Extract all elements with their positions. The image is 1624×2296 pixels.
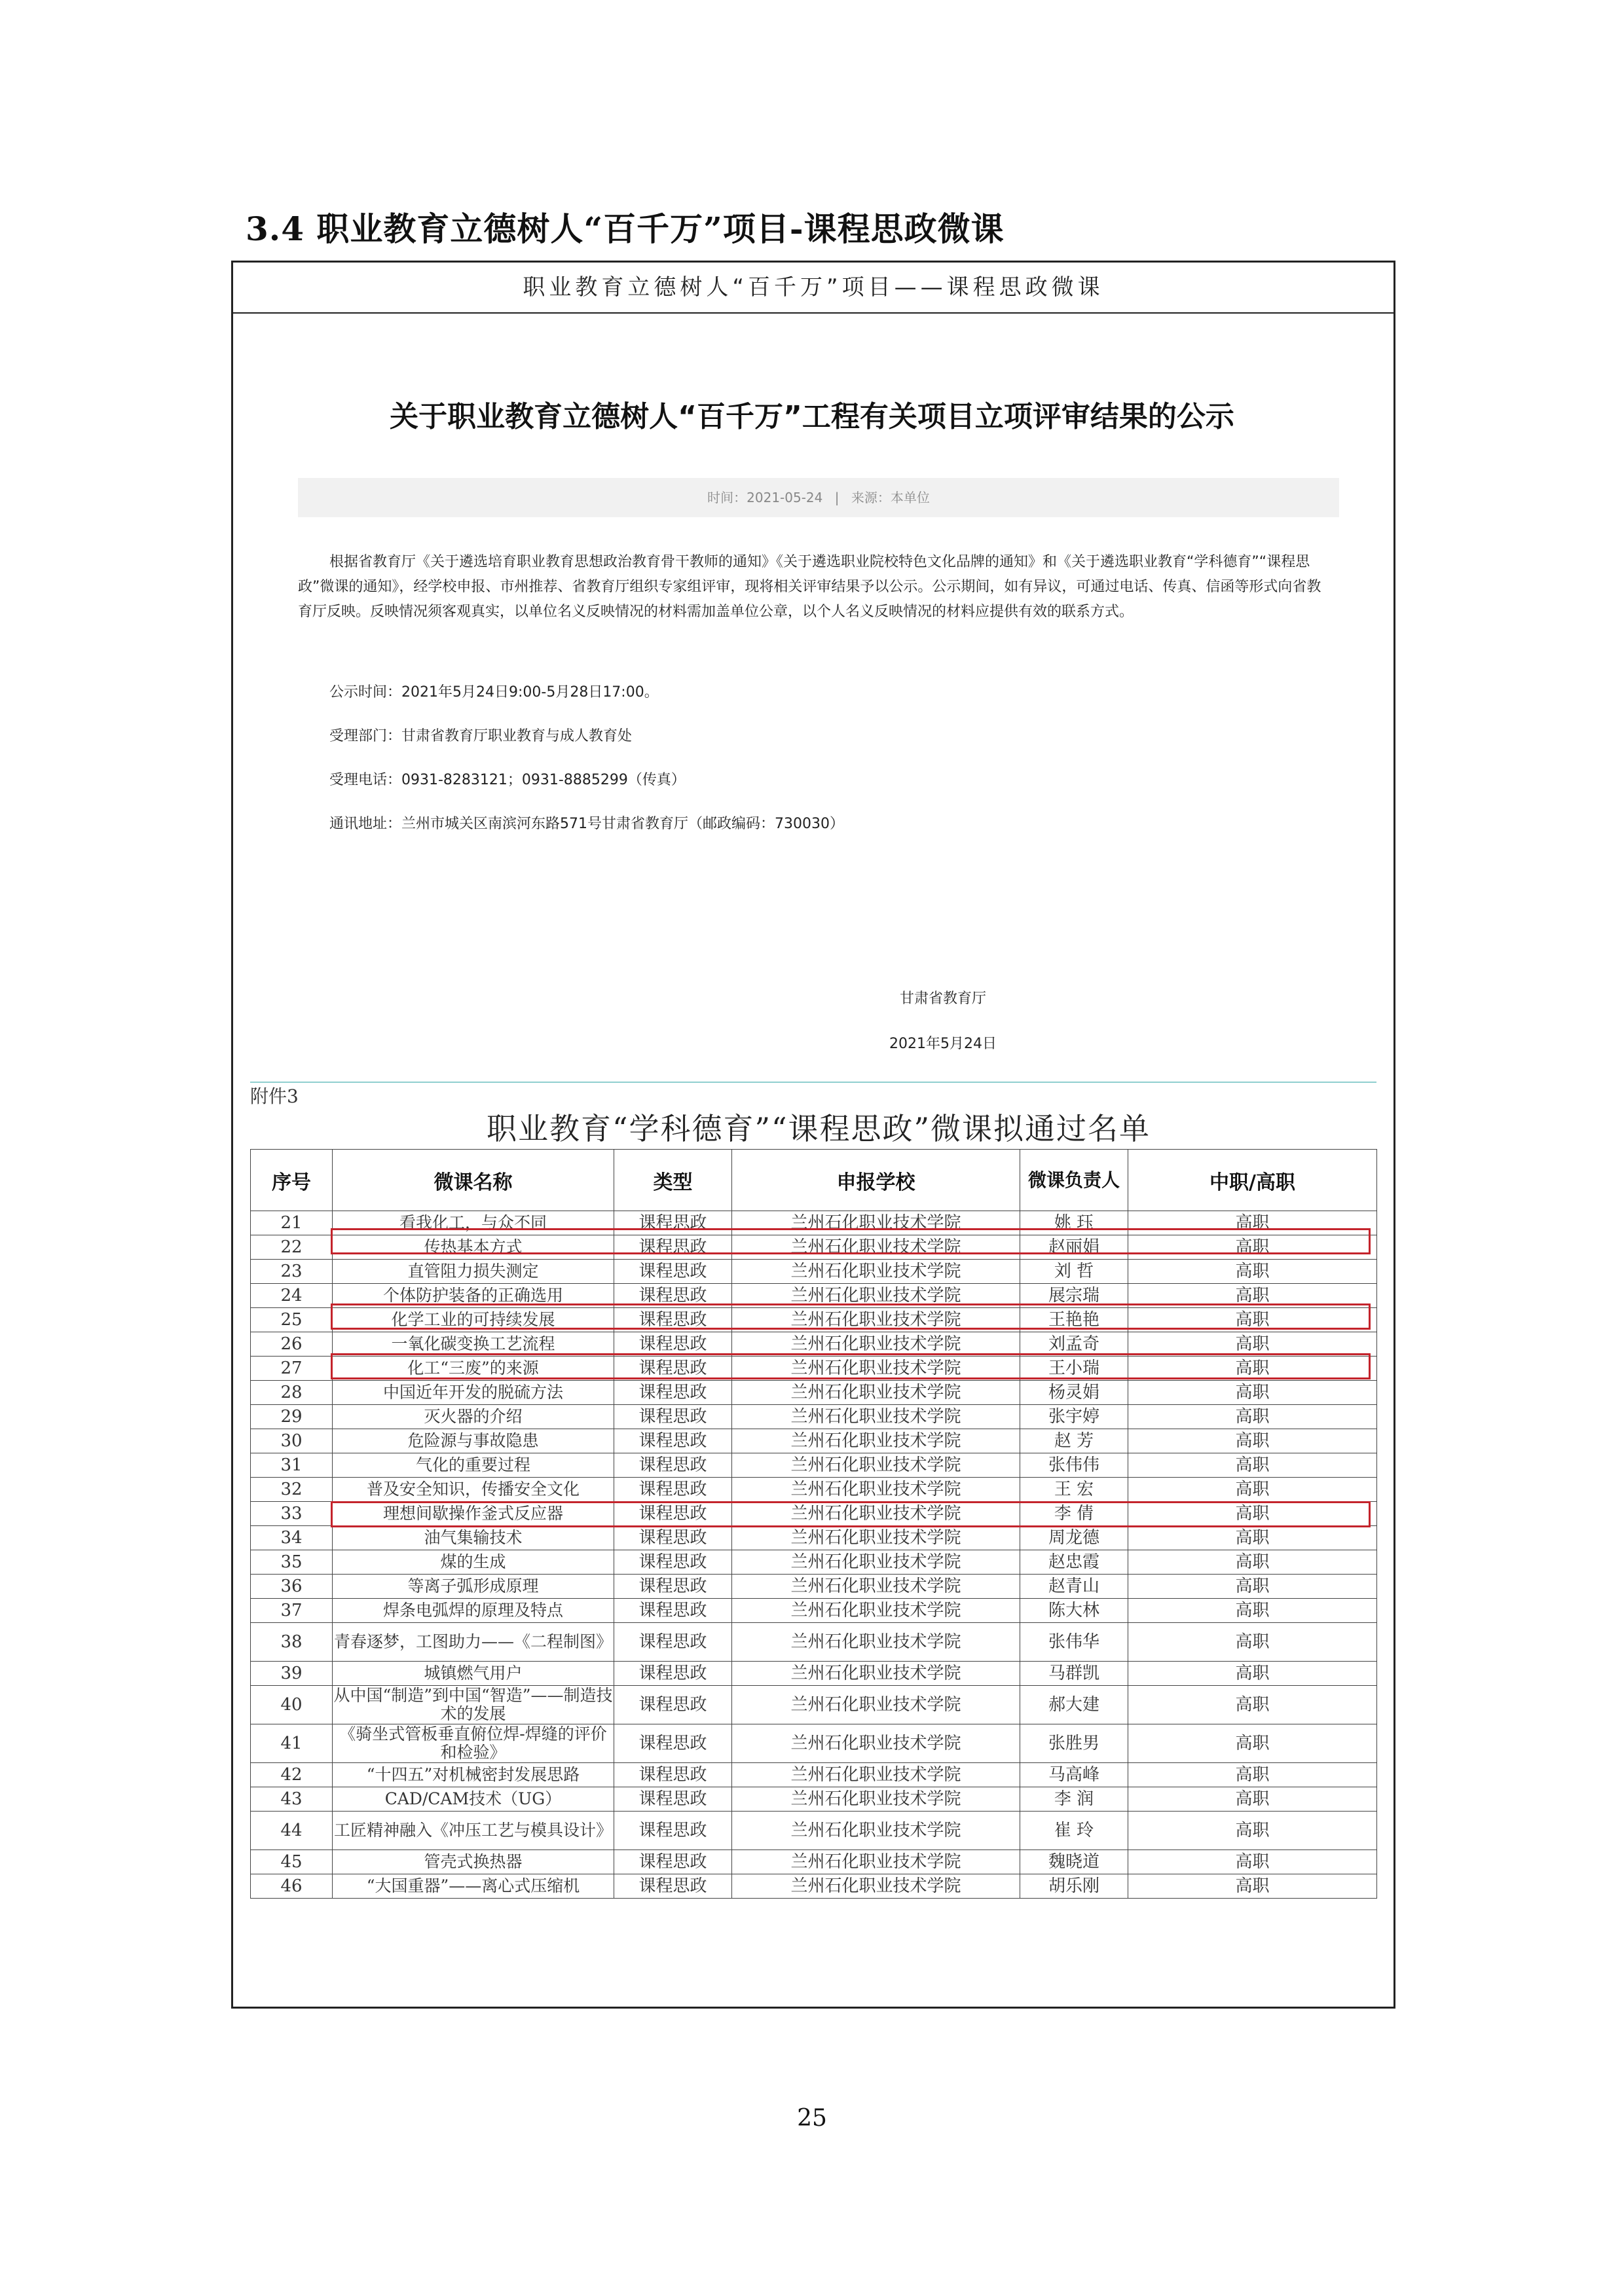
cell-school: 兰州石化职业技术学院	[732, 1502, 1020, 1526]
cell-no: 39	[251, 1662, 333, 1686]
cell-level: 高职	[1128, 1211, 1377, 1235]
cell-type: 课程思政	[614, 1235, 732, 1260]
table-row	[251, 1575, 1377, 1599]
highlight-box-row-25	[331, 1303, 1371, 1330]
cell-no: 40	[251, 1686, 333, 1724]
cell-no: 42	[251, 1763, 333, 1787]
cell-person: 王小瑞	[1020, 1357, 1128, 1381]
cell-type: 课程思政	[614, 1260, 732, 1284]
cell-person: 赵 芳	[1020, 1429, 1128, 1453]
cell-school: 兰州石化职业技术学院	[732, 1599, 1020, 1623]
cell-course-name: 气化的重要过程	[333, 1453, 614, 1478]
cell-type: 课程思政	[614, 1357, 732, 1381]
cell-course-name: 城镇燃气用户	[333, 1662, 614, 1686]
cell-no: 29	[251, 1405, 333, 1429]
cell-level: 高职	[1128, 1502, 1377, 1526]
page-number: 25	[797, 2105, 827, 2132]
cell-no: 27	[251, 1357, 333, 1381]
cell-type: 课程思政	[614, 1662, 732, 1686]
cell-no: 38	[251, 1623, 333, 1662]
cell-person: 胡乐刚	[1020, 1874, 1128, 1899]
cell-course-name: 管壳式换热器	[333, 1850, 614, 1874]
cell-school: 兰州石化职业技术学院	[732, 1850, 1020, 1874]
cell-level: 高职	[1128, 1284, 1377, 1308]
cell-level: 高职	[1128, 1763, 1377, 1787]
table-row	[251, 1812, 1377, 1850]
cell-type: 课程思政	[614, 1405, 732, 1429]
cell-no: 37	[251, 1599, 333, 1623]
cell-course-name: 《骑坐式管板垂直俯位焊-焊缝的评价和检验》	[333, 1724, 614, 1763]
attachment-label: 附件3	[250, 1085, 299, 1107]
cell-type: 课程思政	[614, 1724, 732, 1763]
cell-no: 30	[251, 1429, 333, 1453]
cell-person: 姚 珏	[1020, 1211, 1128, 1235]
cell-course-name: “大国重器”——离心式压缩机	[333, 1874, 614, 1899]
page-clip	[250, 1938, 1390, 1964]
cell-type: 课程思政	[614, 1575, 732, 1599]
department: 受理部门：甘肃省教育厅职业教育与成人教育处	[329, 728, 633, 744]
cell-person: 马高峰	[1020, 1763, 1128, 1787]
cell-person: 张胜男	[1020, 1724, 1128, 1763]
cell-person: 陈大林	[1020, 1599, 1128, 1623]
cell-level: 高职	[1128, 1550, 1377, 1575]
cell-school: 兰州石化职业技术学院	[732, 1686, 1020, 1724]
cell-person: 王艳艳	[1020, 1308, 1128, 1332]
cell-person: 郝大建	[1020, 1686, 1128, 1724]
cell-school: 兰州石化职业技术学院	[732, 1526, 1020, 1550]
cell-level: 高职	[1128, 1332, 1377, 1357]
cell-school: 兰州石化职业技术学院	[732, 1211, 1020, 1235]
cell-no: 26	[251, 1332, 333, 1357]
address: 通讯地址：兰州市城关区南滨河东路571号甘肃省教育厅（邮政编码：730030）	[329, 816, 844, 832]
table-row	[251, 1686, 1377, 1724]
table-row	[251, 1763, 1377, 1787]
cell-type: 课程思政	[614, 1284, 732, 1308]
cell-course-name: 危险源与事故隐患	[333, 1429, 614, 1453]
cell-person: 崔 玲	[1020, 1812, 1128, 1850]
cell-level: 高职	[1128, 1623, 1377, 1662]
cell-level: 高职	[1128, 1787, 1377, 1812]
header-no: 序号	[251, 1150, 333, 1211]
highlight-box-row-22	[331, 1228, 1371, 1254]
cell-type: 课程思政	[614, 1763, 732, 1787]
publicity-time: 公示时间：2021年5月24日9:00-5月28日17:00。	[329, 684, 659, 701]
cell-school: 兰州石化职业技术学院	[732, 1260, 1020, 1284]
header-person: 微课负责人	[1020, 1150, 1128, 1211]
table-row	[251, 1550, 1377, 1575]
cell-level: 高职	[1128, 1812, 1377, 1850]
cell-school: 兰州石化职业技术学院	[732, 1332, 1020, 1357]
table-row	[251, 1662, 1377, 1686]
cell-course-name: 化工“三废”的来源	[333, 1357, 614, 1381]
table-row	[251, 1405, 1377, 1429]
table-row	[251, 1429, 1377, 1453]
cell-course-name: 一氧化碳变换工艺流程	[333, 1332, 614, 1357]
cell-level: 高职	[1128, 1308, 1377, 1332]
cell-school: 兰州石化职业技术学院	[732, 1357, 1020, 1381]
cell-person: 刘 哲	[1020, 1260, 1128, 1284]
cell-course-name: 煤的生成	[333, 1550, 614, 1575]
table-row	[251, 1526, 1377, 1550]
header-type: 类型	[614, 1150, 732, 1211]
cell-level: 高职	[1128, 1405, 1377, 1429]
cell-school: 兰州石化职业技术学院	[732, 1812, 1020, 1850]
cell-type: 课程思政	[614, 1874, 732, 1899]
cell-level: 高职	[1128, 1874, 1377, 1899]
cell-type: 课程思政	[614, 1478, 732, 1502]
header-name: 微课名称	[333, 1150, 614, 1211]
table-row	[251, 1260, 1377, 1284]
cell-no: 44	[251, 1812, 333, 1850]
cell-no: 31	[251, 1453, 333, 1478]
cell-no: 36	[251, 1575, 333, 1599]
cell-type: 课程思政	[614, 1550, 732, 1575]
cell-person: 张伟伟	[1020, 1453, 1128, 1478]
cell-type: 课程思政	[614, 1787, 732, 1812]
cell-no: 21	[251, 1211, 333, 1235]
cell-type: 课程思政	[614, 1526, 732, 1550]
cell-type: 课程思政	[614, 1429, 732, 1453]
cell-course-name: 焊条电弧焊的原理及特点	[333, 1599, 614, 1623]
cell-course-name: 个体防护装备的正确选用	[333, 1284, 614, 1308]
table-row	[251, 1787, 1377, 1812]
section-title: 3.4 职业教育立德树人“百千万”项目-课程思政微课	[246, 210, 1005, 248]
table-row	[251, 1850, 1377, 1874]
cell-person: 赵青山	[1020, 1575, 1128, 1599]
table-row	[251, 1332, 1377, 1357]
notice-meta-bar	[298, 478, 1339, 517]
cell-person: 李 润	[1020, 1787, 1128, 1812]
cell-no: 23	[251, 1260, 333, 1284]
cell-level: 高职	[1128, 1599, 1377, 1623]
cell-school: 兰州石化职业技术学院	[732, 1308, 1020, 1332]
table-row	[251, 1874, 1377, 1899]
cell-course-name: “十四五”对机械密封发展思路	[333, 1763, 614, 1787]
cell-person: 周龙德	[1020, 1526, 1128, 1550]
cell-level: 高职	[1128, 1235, 1377, 1260]
cell-level: 高职	[1128, 1526, 1377, 1550]
header-level: 中职/高职	[1128, 1150, 1377, 1211]
cell-person: 展宗瑞	[1020, 1284, 1128, 1308]
cell-type: 课程思政	[614, 1453, 732, 1478]
header-school: 申报学校	[732, 1150, 1020, 1211]
cell-course-name: 看我化工，与众不同	[333, 1211, 614, 1235]
cell-school: 兰州石化职业技术学院	[732, 1429, 1020, 1453]
cell-level: 高职	[1128, 1381, 1377, 1405]
cell-person: 赵丽娟	[1020, 1235, 1128, 1260]
cell-type: 课程思政	[614, 1381, 732, 1405]
cell-school: 兰州石化职业技术学院	[732, 1662, 1020, 1686]
cell-school: 兰州石化职业技术学院	[732, 1235, 1020, 1260]
cell-course-name: 从中国“制造”到中国“智造”——制造技术的发展	[333, 1686, 613, 1723]
cell-school: 兰州石化职业技术学院	[732, 1405, 1020, 1429]
cell-person: 王 宏	[1020, 1478, 1128, 1502]
highlight-box-row-33	[331, 1501, 1371, 1527]
cell-course-name: 油气集输技术	[333, 1526, 614, 1550]
cell-no: 32	[251, 1478, 333, 1502]
cell-person: 刘孟奇	[1020, 1332, 1128, 1357]
table-row	[251, 1478, 1377, 1502]
cell-person: 赵忠霞	[1020, 1550, 1128, 1575]
highlight-box-row-27	[331, 1353, 1371, 1379]
cell-no: 35	[251, 1550, 333, 1575]
cell-type: 课程思政	[614, 1686, 732, 1724]
cell-school: 兰州石化职业技术学院	[732, 1478, 1020, 1502]
cell-level: 高职	[1128, 1850, 1377, 1874]
cell-no: 22	[251, 1235, 333, 1260]
cell-course-name: 等离子弧形成原理	[333, 1575, 614, 1599]
cell-no: 45	[251, 1850, 333, 1874]
notice-time: 时间：2021-05-24	[707, 490, 823, 505]
table-row	[251, 1599, 1377, 1623]
cell-person: 张伟华	[1020, 1623, 1128, 1662]
cell-type: 课程思政	[614, 1211, 732, 1235]
phone: 受理电话：0931-8283121；0931-8885299（传真）	[329, 772, 686, 788]
cell-level: 高职	[1128, 1453, 1377, 1478]
cell-course-name: 工匠精神融入《冲压工艺与模具设计》	[333, 1812, 614, 1850]
cell-course-name: 青春逐梦，工图助力——《二程制图》	[333, 1623, 614, 1662]
table-row	[251, 1381, 1377, 1405]
cell-course-name: 中国近年开发的脱硫方法	[333, 1381, 614, 1405]
cell-type: 课程思政	[614, 1332, 732, 1357]
cell-course-name: 灭火器的介绍	[333, 1405, 614, 1429]
cell-school: 兰州石化职业技术学院	[732, 1623, 1020, 1662]
table-row	[251, 1623, 1377, 1662]
cell-school: 兰州石化职业技术学院	[732, 1763, 1020, 1787]
table-row	[251, 1453, 1377, 1478]
notice-source: 来源：本单位	[851, 490, 930, 505]
cell-course-name: 传热基本方式	[333, 1235, 614, 1260]
cell-level: 高职	[1128, 1478, 1377, 1502]
cell-level: 高职	[1128, 1575, 1377, 1599]
cell-course-name: 普及安全知识，传播安全文化	[333, 1478, 614, 1502]
cell-type: 课程思政	[614, 1623, 732, 1662]
meta-separator: |	[834, 490, 840, 505]
cell-no: 33	[251, 1502, 333, 1526]
cell-level: 高职	[1128, 1260, 1377, 1284]
table-row	[251, 1724, 1377, 1763]
cell-level: 高职	[1128, 1662, 1377, 1686]
cell-type: 课程思政	[614, 1812, 732, 1850]
list-title: 职业教育“学科德育”“课程思政”微课拟通过名单	[486, 1111, 1151, 1146]
cell-school: 兰州石化职业技术学院	[732, 1284, 1020, 1308]
cell-school: 兰州石化职业技术学院	[732, 1453, 1020, 1478]
cell-person: 李 倩	[1020, 1502, 1128, 1526]
cell-person: 张宇婷	[1020, 1405, 1128, 1429]
cell-no: 34	[251, 1526, 333, 1550]
cell-school: 兰州石化职业技术学院	[732, 1575, 1020, 1599]
cell-no: 25	[251, 1308, 333, 1332]
cell-person: 魏晓道	[1020, 1850, 1128, 1874]
cell-school: 兰州石化职业技术学院	[732, 1874, 1020, 1899]
cell-no: 41	[251, 1724, 333, 1763]
cell-school: 兰州石化职业技术学院	[732, 1381, 1020, 1405]
cell-course-name: 理想间歇操作釜式反应器	[333, 1502, 614, 1526]
cell-type: 课程思政	[614, 1599, 732, 1623]
notice-body	[298, 550, 1333, 625]
cell-level: 高职	[1128, 1357, 1377, 1381]
cell-person: 杨灵娟	[1020, 1381, 1128, 1405]
notice-paragraph: 根据省教育厅《关于遴选培育职业教育思想政治教育骨干教师的通知》《关于遴选职业院校特色文化品牌的通知》和《关于遴选职业教育“学科德育”“课程思政”微课的通知》，经学校申报、市州推荐、省教育厅组织专家组评审，现将相关评审结果予以公示。公示期间，如有异议，可通过电话、传真、信函等形式向省教育厅反映。反映情况须客观真实，以单位名义反映情况的材料需加盖单位公章，以个人名义反映情况的材料应提供有效的联系方式。	[298, 554, 1321, 620]
cell-no: 24	[251, 1284, 333, 1308]
frame-header: 职业教育立德树人“百千万”项目——课程思政微课	[233, 263, 1393, 314]
notice-title: 关于职业教育立德树人“百千万”工程有关项目立项评审结果的公示	[390, 400, 1234, 433]
table-header-row	[251, 1150, 1377, 1211]
cell-level: 高职	[1128, 1686, 1377, 1724]
cell-course-name: 化学工业的可持续发展	[333, 1308, 614, 1332]
cell-school: 兰州石化职业技术学院	[732, 1724, 1020, 1763]
cell-no: 28	[251, 1381, 333, 1405]
cell-school: 兰州石化职业技术学院	[732, 1787, 1020, 1812]
cell-person: 马群凯	[1020, 1662, 1128, 1686]
cell-type: 课程思政	[614, 1850, 732, 1874]
cell-school: 兰州石化职业技术学院	[732, 1550, 1020, 1575]
signature: 甘肃省教育厅	[899, 991, 986, 1007]
sign-date: 2021年5月24日	[889, 1036, 997, 1052]
cell-course-name: 直管阻力损失测定	[333, 1260, 614, 1284]
cell-type: 课程思政	[614, 1308, 732, 1332]
cell-type: 课程思政	[614, 1502, 732, 1526]
cell-level: 高职	[1128, 1724, 1377, 1763]
attachment-top-rule	[250, 1082, 1376, 1083]
cell-level: 高职	[1128, 1429, 1377, 1453]
cell-no: 46	[251, 1874, 333, 1899]
cell-no: 43	[251, 1787, 333, 1812]
cell-course-name: CAD/CAM技术（UG）	[333, 1787, 614, 1812]
